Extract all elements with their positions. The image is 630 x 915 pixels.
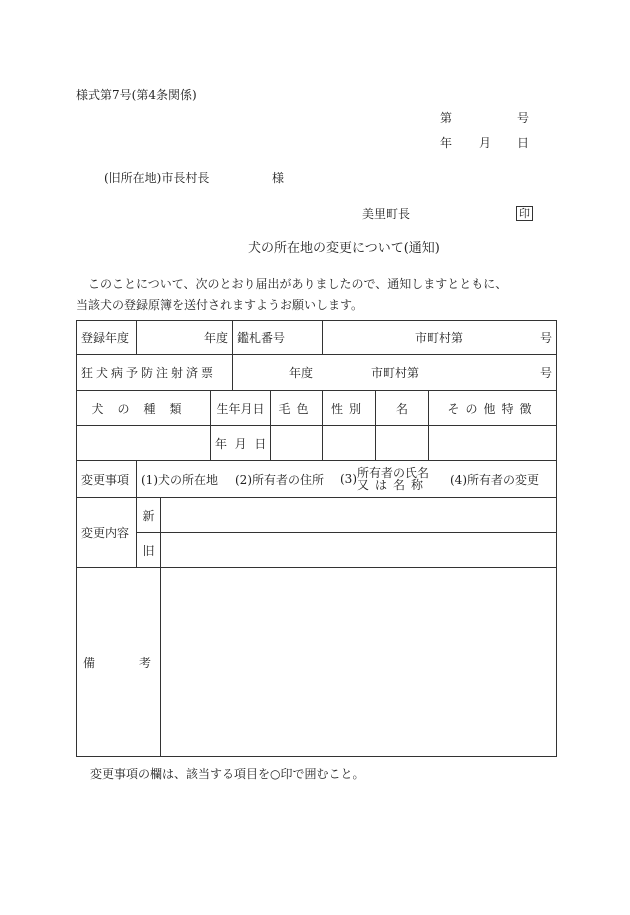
body-line-2: 当該犬の登録原簿を送付されますようお願いします。 — [76, 298, 364, 312]
new-label: 新 — [137, 498, 161, 533]
tag-label: 鑑札番号 — [233, 321, 323, 355]
row-dog-values — [77, 426, 557, 461]
body-text — [76, 274, 566, 316]
body-line-1: このことについて、次のとおり届出がありましたので、通知しますとともに、 — [88, 277, 508, 291]
change-item-label: 変更事項 — [77, 461, 137, 498]
date-day: 日 — [517, 136, 530, 150]
form-number: 様式第7号(第4条関係) — [76, 88, 197, 102]
rabies-suffix: 号 — [540, 366, 553, 380]
rabies-number-cell — [233, 355, 557, 391]
birth-day-unit: 日 — [254, 436, 267, 451]
sex-label: 性別 — [323, 391, 376, 426]
name-label: 名 — [376, 391, 429, 426]
breed-value[interactable] — [77, 426, 211, 461]
row-dog-headers — [77, 391, 557, 426]
footnote: 変更事項の欄は、該当する項目を○印で囲むこと。 — [90, 767, 365, 781]
addressee-honorific: 様 — [272, 171, 285, 185]
birthdate-label: 生年月日 — [211, 391, 271, 426]
new-value[interactable] — [161, 498, 557, 533]
date-year: 年 — [440, 136, 453, 150]
addressee-label: (旧所在地)市長村長 — [104, 171, 210, 185]
features-label: その他特徴 — [429, 391, 557, 426]
coat-value[interactable] — [271, 426, 323, 461]
reg-year-label: 登録年度 — [77, 321, 137, 355]
option-3-line-2: 又は名称 — [357, 478, 430, 492]
remarks-label: 備考 — [77, 568, 161, 757]
birth-year-unit: 年 — [215, 436, 228, 451]
change-options-cell — [137, 461, 557, 498]
rabies-prefix: 市町村第 — [371, 366, 420, 380]
seal-mark: 印 — [516, 206, 533, 221]
name-value[interactable] — [376, 426, 429, 461]
breed-label: 犬の種類 — [77, 391, 211, 426]
features-value[interactable] — [429, 426, 557, 461]
row-registration — [77, 321, 557, 355]
rabies-year-unit: 年度 — [289, 366, 314, 380]
coat-label: 毛色 — [271, 391, 323, 426]
remarks-value[interactable] — [161, 568, 557, 757]
rabies-label: 狂犬病予防注射済票 — [77, 355, 233, 391]
change-option-3[interactable] — [357, 467, 450, 491]
old-value[interactable] — [161, 533, 557, 568]
row-change-old — [77, 533, 557, 568]
change-option-4[interactable]: (4)所有者の変更 — [450, 472, 539, 487]
tag-suffix: 号 — [540, 331, 553, 345]
number-suffix: 号 — [517, 111, 530, 125]
change-content-label: 変更内容 — [77, 498, 137, 568]
option-3-line-1: 所有者の氏名 — [357, 466, 430, 480]
row-rabies — [77, 355, 557, 391]
birth-month-unit: 月 — [234, 436, 247, 451]
sender-name: 美里町長 — [362, 207, 411, 221]
row-remarks — [77, 568, 557, 757]
document-title: 犬の所在地の変更について(通知) — [248, 241, 440, 256]
registration-table — [76, 320, 557, 757]
change-option-2[interactable]: (2)所有者の住所 — [235, 472, 324, 487]
birthdate-value[interactable] — [211, 426, 271, 461]
row-change-items — [77, 461, 557, 498]
reg-year-unit: 年度 — [137, 321, 233, 355]
date-month: 月 — [479, 136, 492, 150]
sex-value[interactable] — [323, 426, 376, 461]
change-option-3-number[interactable]: (3) — [340, 472, 357, 486]
tag-prefix: 市町村第 — [415, 331, 464, 345]
number-prefix: 第 — [440, 111, 453, 125]
change-option-1[interactable]: (1)犬の所在地 — [141, 472, 218, 487]
row-change-new — [77, 498, 557, 533]
tag-number-cell — [323, 321, 557, 355]
old-label: 旧 — [137, 533, 161, 568]
